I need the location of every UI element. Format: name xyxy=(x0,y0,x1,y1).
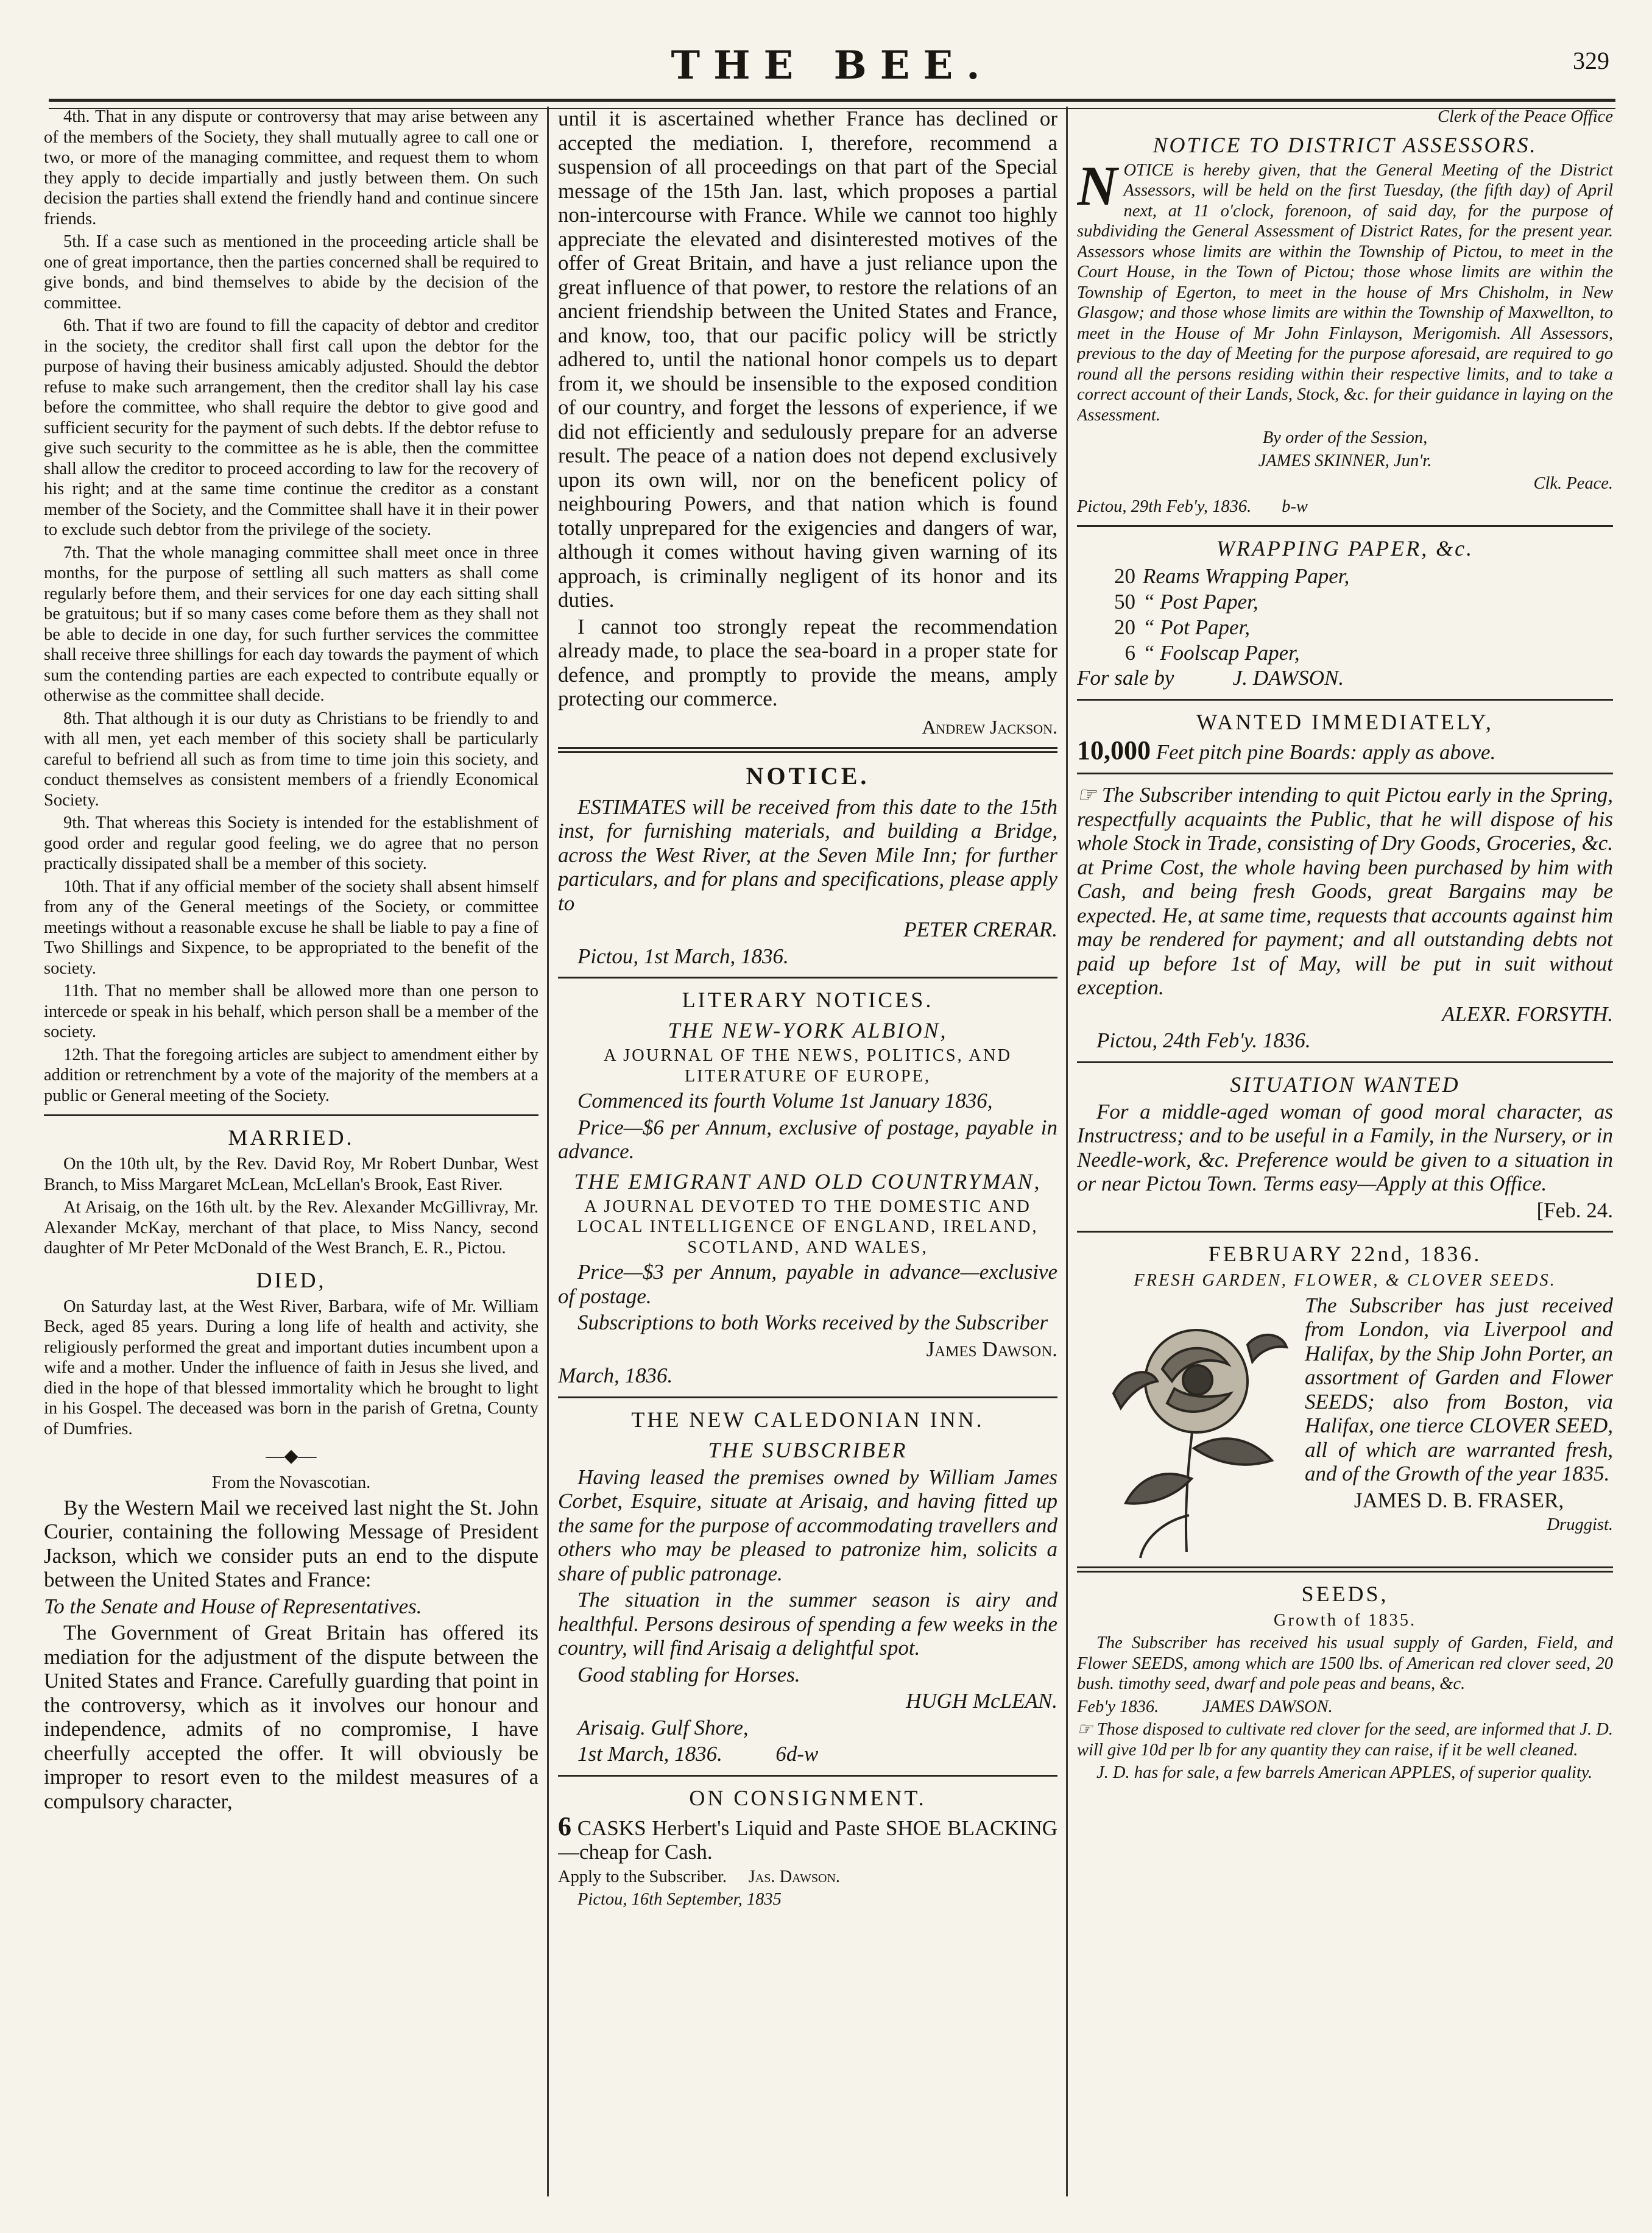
source-line: From the Novascotian. xyxy=(211,1473,371,1492)
assessors-code: b-w xyxy=(1282,497,1308,516)
masthead xyxy=(49,43,1615,91)
drop-cap: N xyxy=(1077,154,1118,217)
society-article-9: 9th. That whereas this Society is intended for the establishment of good order and regular good feeling, we do agree that no person practically dissipated shall be a member of this society. xyxy=(44,813,538,873)
society-article-5: 5th. If a case such as mentioned in the proceeding article shall be one of great importance, then the parties concerned shall be required to give bonds, and bind themselves to abide by the decision of the committee. xyxy=(44,232,538,313)
albion-commenced: Commenced its fourth Volume 1st January 1836, xyxy=(577,1089,993,1113)
column-2 xyxy=(558,107,1057,2196)
emigrant-price: Price—$3 per Annum, payable in advance—exclusive of postage. xyxy=(558,1260,1057,1308)
seeds-seller-title: Druggist. xyxy=(1547,1515,1613,1534)
consignment-date: Pictou, 16th September, 1835 xyxy=(577,1890,782,1909)
wanted-quantity: 10,000 xyxy=(1077,735,1151,765)
message-continued: until it is ascertained whether France has declined or accepted the mediation. I, therefore, recommend a suspension of all proceedings on that part of the Special message of the 15th Jan. last, which proposes a partial non-intercourse with France. While we cannot too highly appreciate the elevated and disinterested motives of the offer of Great Britain, and have a just reliance upon the great influence of that power, to restore the relations of an ancient friendship between the United States and France, and know, too, that our pacific policy will be strictly adhered to, until the national honor compels us to depart from it, we should be insensible to the exposed condition of our country, and forget the lessons of experience, if we did not efficiently and sedulously prepare for an adverse result. The peace of a nation does not depend exclusively upon its own will, nor on the beneficent policy of neighbouring Powers, and that nation which is found totally unprepared for the exigencies and dangers of war, although it comes without having given warning of its approach, is criminally negligent of its honor and its duties. xyxy=(558,107,1057,612)
message-conclusion: I cannot too strongly repeat the recommendation already made, to place the sea-board in a proper state for defence, and promptly to provide the means, amply protecting our commerce. xyxy=(558,614,1057,710)
ornament: —◆— xyxy=(266,1446,317,1466)
seeds-date-line xyxy=(1077,1697,1613,1718)
forsyth-date: Pictou, 24th Feb'y. 1836. xyxy=(1096,1028,1311,1052)
society-article-7: 7th. That the whole managing committee shall meet once in three months, for the purpose of settling all such matters as shall come regularly before them, and their services for one day each sitting shall be gratuitous; but if so many cases come before them as they shall not be able to decide in one day, for such further services the committee shall receive three shillings for each day towards the payment of which sum the contending parties are each expected to contribute equally or otherwise as the committee shall decide. xyxy=(44,543,538,705)
subscriptions-text: Subscriptions to both Works received by the Subscriber xyxy=(577,1311,1048,1334)
item-label: “ Pot Paper, xyxy=(1143,615,1250,639)
divider xyxy=(1077,1231,1613,1233)
wanted-text: Feet pitch pine Boards: apply as above. xyxy=(1156,740,1496,764)
list-item xyxy=(1077,615,1613,640)
subscriptions-name: James Dawson. xyxy=(926,1337,1057,1361)
subscriptions-date: March, 1836. xyxy=(558,1364,673,1387)
item-quantity: 6 xyxy=(1124,641,1135,665)
society-article-6: 6th. That if two are found to fill the capacity of debtor and creditor in the society, the creditor shall first call upon the debtor for the purpose of having their business amicably adjusted. Should the debtor refuse to make such arrangement, then the creditor shall lay his case before the committee, who shall require the debtor to give good and sufficient security for the payment of such debts. If the debtor refuse to give such security to the committee as he is able, then the committee shall allow the creditor to proceed according to law for the recovery of his right; and at the same time continue the creditor as a constant member of the Society, and the Committee shall have it in their power to exclude such debtor from the privilege of the society. xyxy=(44,316,538,539)
pointing-hand-icon: ☞ xyxy=(1077,1720,1097,1739)
clover-note-text: Those disposed to cultivate red clover for the seed, are informed that J. D. will give 10d per lb for any quantity they can raise, if it be well cleaned. xyxy=(1077,1720,1613,1760)
divider xyxy=(1077,1566,1613,1573)
fresh-seeds-heading: FRESH GARDEN, FLOWER, & CLOVER SEEDS. xyxy=(1134,1271,1556,1290)
consignment-count: 6 xyxy=(558,1811,571,1841)
page-number: 329 xyxy=(1573,47,1609,74)
seeds-seller: JAMES D. B. FRASER, xyxy=(1354,1488,1564,1512)
assessors-text: OTICE is hereby given, that the General Meeting of the District Assessors, will be held on the first Tuesday, (the fifth day) of April next, at 11 o'clock, forenoon, of said day, for the purpose of subdividing the General Assessment of District Rates, for the present year. Assessors whose limits are within the Township of Pictou, to meet in the Court House, in the Town of Pictou; those whose limits are within the Township of Egerton, to meet in the house of Mrs Chisholm, in New Glasgow; and those whose limits are within the Township of Maxwellton, to meet in the House of Mr John Finlayson, Merigomish. All Assessors, previous to the day of Meeting for the purpose aforesaid, are required to go round all the persons residing within their respective limits, and to take a correct account of their Lands, Stock, &c. for their guidance in laying on the Assessment. xyxy=(1077,160,1613,425)
inn-text: The situation in the summer season is airy and healthful. Persons desirous of spending a few weeks in the country, will find Arisaig a delightful spot. xyxy=(558,1588,1057,1660)
wanted-heading: WANTED IMMEDIATELY, xyxy=(1196,709,1494,734)
albion-title: THE NEW-YORK ALBION, xyxy=(668,1018,948,1042)
divider xyxy=(44,1114,538,1116)
message-signature: Andrew Jackson. xyxy=(922,715,1057,738)
bridge-notice-text: ESTIMATES will be received from this date to the 15th inst, for furnishing materials, and building a Bridge, across the West River, at the Seven Mile Inn; for further particulars, and for plans and specifications, please apply to xyxy=(558,794,1057,915)
inn-heading: THE NEW CALEDONIAN INN. xyxy=(631,1407,984,1432)
albion-price: Price—$6 per Annum, exclusive of postage, payable in advance. xyxy=(558,1115,1057,1163)
assessors-order: By order of the Session, xyxy=(1262,428,1428,447)
marriage-notice: On the 10th ult, by the Rev. David Roy, Mr Robert Dunbar, West Branch, to Miss Margaret McLean, McLellan's Brook, East River. xyxy=(44,1155,538,1194)
inn-date-line xyxy=(558,1742,1057,1766)
inn-code: 6d-w xyxy=(775,1742,819,1766)
society-article-11: 11th. That no member shall be allowed more than one person to intercede or speak in his behalf, which person shall be a member of the society. xyxy=(44,982,538,1041)
list-item xyxy=(1077,564,1613,589)
society-article-8: 8th. That although it is our duty as Christians to be friendly to and with all men, yet each member of this society shall be particularly careful to befriend all such as from time to time join this society, and conduct themselves as consistent members of a friendly Economical Society. xyxy=(44,709,538,810)
seeds-dealer: JAMES DAWSON. xyxy=(1202,1697,1333,1716)
consignment-name: Jas. Dawson. xyxy=(748,1867,841,1886)
albion-subtitle: A JOURNAL OF THE NEWS, POLITICS, AND LITERATURE OF EUROPE, xyxy=(603,1046,1012,1086)
item-quantity: 20 xyxy=(1114,615,1135,639)
forsyth-text: The Subscriber intending to quit Pictou early in the Spring, respectfully acquaints the Public, that he will dispose of his whole Stock in Trade, consisting of Dry Goods, Groceries, &c. at Prime Cost, the whole having been purchased by him with Cash, and being fresh Goods, great Bargains may be expected. He, at same time, requests that accounts against him may be rendered for payment; and all outstanding debts not paid up before 1st of May, will be put in suit without exception. xyxy=(1077,783,1613,999)
situation-date: [Feb. 24. xyxy=(1536,1198,1613,1222)
list-item xyxy=(1077,589,1613,615)
clerk-line: Clerk of the Peace Office xyxy=(1437,107,1613,126)
rose-illustration xyxy=(1077,1296,1296,1564)
forsyth-notice xyxy=(1077,783,1613,1000)
consignment-apply-line xyxy=(558,1867,1057,1888)
message-address: To the Senate and House of Representatives. xyxy=(44,1594,422,1618)
bridge-notice-name: PETER CRERAR. xyxy=(903,918,1057,941)
inn-text: Having leased the premises owned by William James Corbet, Esquire, situate at Arisaig, and having fitted up the same for the purpose of accommodating travellers and others who may be pleased to patronize him, solicits a share of public patronage. xyxy=(558,1465,1057,1585)
column-1 xyxy=(44,107,538,2196)
divider xyxy=(558,747,1057,753)
divider xyxy=(558,1396,1057,1398)
emigrant-subtitle: A JOURNAL DEVOTED TO THE DOMESTIC AND LOCAL INTELLIGENCE OF ENGLAND, IRELAND, SCOTLAND, AND WALES, xyxy=(577,1197,1039,1257)
bridge-notice-date: Pictou, 1st March, 1836. xyxy=(577,944,789,968)
seeds-heading: SEEDS, xyxy=(1301,1581,1389,1606)
divider xyxy=(1077,699,1613,701)
inn-date: 1st March, 1836. xyxy=(577,1742,722,1766)
item-quantity: 20 xyxy=(1114,564,1135,588)
seeds-growth: Growth of 1835. xyxy=(1273,1610,1417,1630)
died-heading: DIED, xyxy=(256,1267,327,1292)
subscriber-heading: THE SUBSCRIBER xyxy=(708,1437,908,1462)
assessors-title: Clk. Peace. xyxy=(1533,474,1613,493)
situation-heading: SITUATION WANTED xyxy=(1230,1072,1460,1097)
emigrant-title: THE EMIGRANT AND OLD COUNTRYMAN, xyxy=(574,1169,1042,1194)
assessors-name: JAMES SKINNER, Jun'r. xyxy=(1258,451,1432,470)
consignment-text-line xyxy=(558,1811,1057,1864)
divider xyxy=(1077,1061,1613,1063)
divider xyxy=(558,977,1057,978)
wrapping-seller: J. DAWSON. xyxy=(1232,666,1344,690)
news-paragraph: By the Western Mail we received last night the St. John Courier, containing the following Message of President Jackson, which we consider puts an end to the dispute between the United States and France: xyxy=(44,1495,538,1591)
literary-notices-heading: LITERARY NOTICES. xyxy=(682,988,934,1012)
divider xyxy=(558,1775,1057,1777)
divider xyxy=(1077,773,1613,774)
clover-note xyxy=(1077,1719,1613,1760)
item-quantity: 50 xyxy=(1114,590,1135,614)
divider xyxy=(1077,525,1613,527)
column-divider-2 xyxy=(1066,107,1068,2196)
society-article-4: 4th. That in any dispute or controversy that may arise between any of the members of the Society, they shall mutually agree to call one or two, or more of the managing committee, and request them to whom they apply to decide impartially and justly between them. On such decision the parties shall extend the friendly hand and continue sincere friends. xyxy=(44,107,538,228)
seeds-date: Feb'y 1836. xyxy=(1077,1697,1159,1716)
assessors-heading: NOTICE TO DISTRICT ASSESSORS. xyxy=(1153,132,1537,157)
february-heading: FEBRUARY 22nd, 1836. xyxy=(1208,1242,1482,1266)
wrapping-paper-list xyxy=(1077,564,1613,666)
wanted-text-line xyxy=(1077,735,1613,765)
inn-place: Arisaig. Gulf Shore, xyxy=(577,1715,749,1739)
consignment-text: CASKS Herbert's Liquid and Paste SHOE BLACKING—cheap for Cash. xyxy=(558,1816,1057,1864)
married-heading: MARRIED. xyxy=(228,1125,355,1150)
pointing-hand-icon: ☞ xyxy=(1077,783,1102,807)
assessors-date-line xyxy=(1077,497,1613,517)
apples-notice: J. D. has for sale, a few barrels American APPLES, of superior quality. xyxy=(1096,1763,1593,1782)
forsyth-name: ALEXR. FORSYTH. xyxy=(1442,1002,1613,1026)
seeds-text: The Subscriber has just received from London, via Liverpool and Halifax, by the Ship John Porter, an assortment of Garden and Flower SEEDS; also from Boston, via Halifax, one tierce CLOVER SEED, all of which are warranted fresh, and of the Growth of the year 1835. xyxy=(1305,1293,1613,1485)
wrapping-heading: WRAPPING PAPER, &c. xyxy=(1216,536,1474,561)
column-divider-1 xyxy=(547,107,549,2196)
assessors-date: Pictou, 29th Feb'y, 1836. xyxy=(1077,497,1252,516)
assessors-notice xyxy=(1077,154,1613,426)
for-sale-by: For sale by xyxy=(1077,666,1174,690)
item-label: “ Post Paper, xyxy=(1143,590,1258,614)
wrapping-sale-line xyxy=(1077,666,1613,690)
message-paragraph: The Government of Great Britain has offered its mediation for the adjustment of the dispute between the United States and France. Carefully guarding that point in the controversy, which as it involves our honour and independence, admits of no compromise, I have cheerfully accepted the offer. It will obviously be improper to resort even to the mildest measures of a compulsory character, xyxy=(44,1621,538,1813)
item-label: Reams Wrapping Paper, xyxy=(1143,564,1350,588)
marriage-notice: At Arisaig, on the 16th ult. by the Rev. Alexander McGillivray, Mr. Alexander McKay, merchant of that place, to Miss Nancy, second daughter of Mr Peter McDonald of the West Branch, E. R., Pictou. xyxy=(44,1198,538,1258)
society-article-10: 10th. That if any official member of the society shall absent himself from any of the General meetings of the Society, or committee meetings without a reasonable excuse he shall be liable to pay a fine of Two Shillings and Sixpence, to be appropriated to the benefit of the society. xyxy=(44,877,538,978)
inn-text: Good stabling for Horses. xyxy=(577,1662,800,1686)
consignment-apply: Apply to the Subscriber. xyxy=(558,1867,727,1886)
society-article-12: 12th. That the foregoing articles are subject to amendment either by addition or retrenchment by a vote of the majority of the members at a public or General meeting of the Society. xyxy=(44,1045,538,1105)
column-3 xyxy=(1077,107,1613,2196)
item-label: “ Foolscap Paper, xyxy=(1143,641,1300,665)
consignment-heading: ON CONSIGNMENT. xyxy=(689,1785,927,1810)
death-notice: On Saturday last, at the West River, Barbara, wife of Mr. William Beck, aged 85 years. During a long life of health and activity, she religiously performed the great and important duties incumbent upon a wife and a mother. Under the influence of faith in Jesus she lived, and died in the hope of that blessed immortality which he brought to light in his Gospel. The deceased was born in the parish of Gretna, County of Dumfries. xyxy=(44,1297,538,1439)
newspaper-title: THE BEE. xyxy=(671,43,994,88)
seeds-supply-text: The Subscriber has received his usual supply of Garden, Field, and Flower SEEDS, among which are 1500 lbs. of American red clover seed, 20 bush. timothy seed, dwarf and pole peas and beans, &c. xyxy=(1077,1633,1613,1693)
notice-heading: NOTICE. xyxy=(746,762,870,790)
situation-text: For a middle-aged woman of good moral character, as Instructress; and to be useful in a Family, in the Nursery, or in Needle-work, &c. Preference would be given to a situation in or near Pictou Town. Terms easy—Apply at this Office. xyxy=(1077,1099,1613,1195)
list-item xyxy=(1077,640,1613,666)
inn-name: HUGH McLEAN. xyxy=(906,1689,1057,1713)
